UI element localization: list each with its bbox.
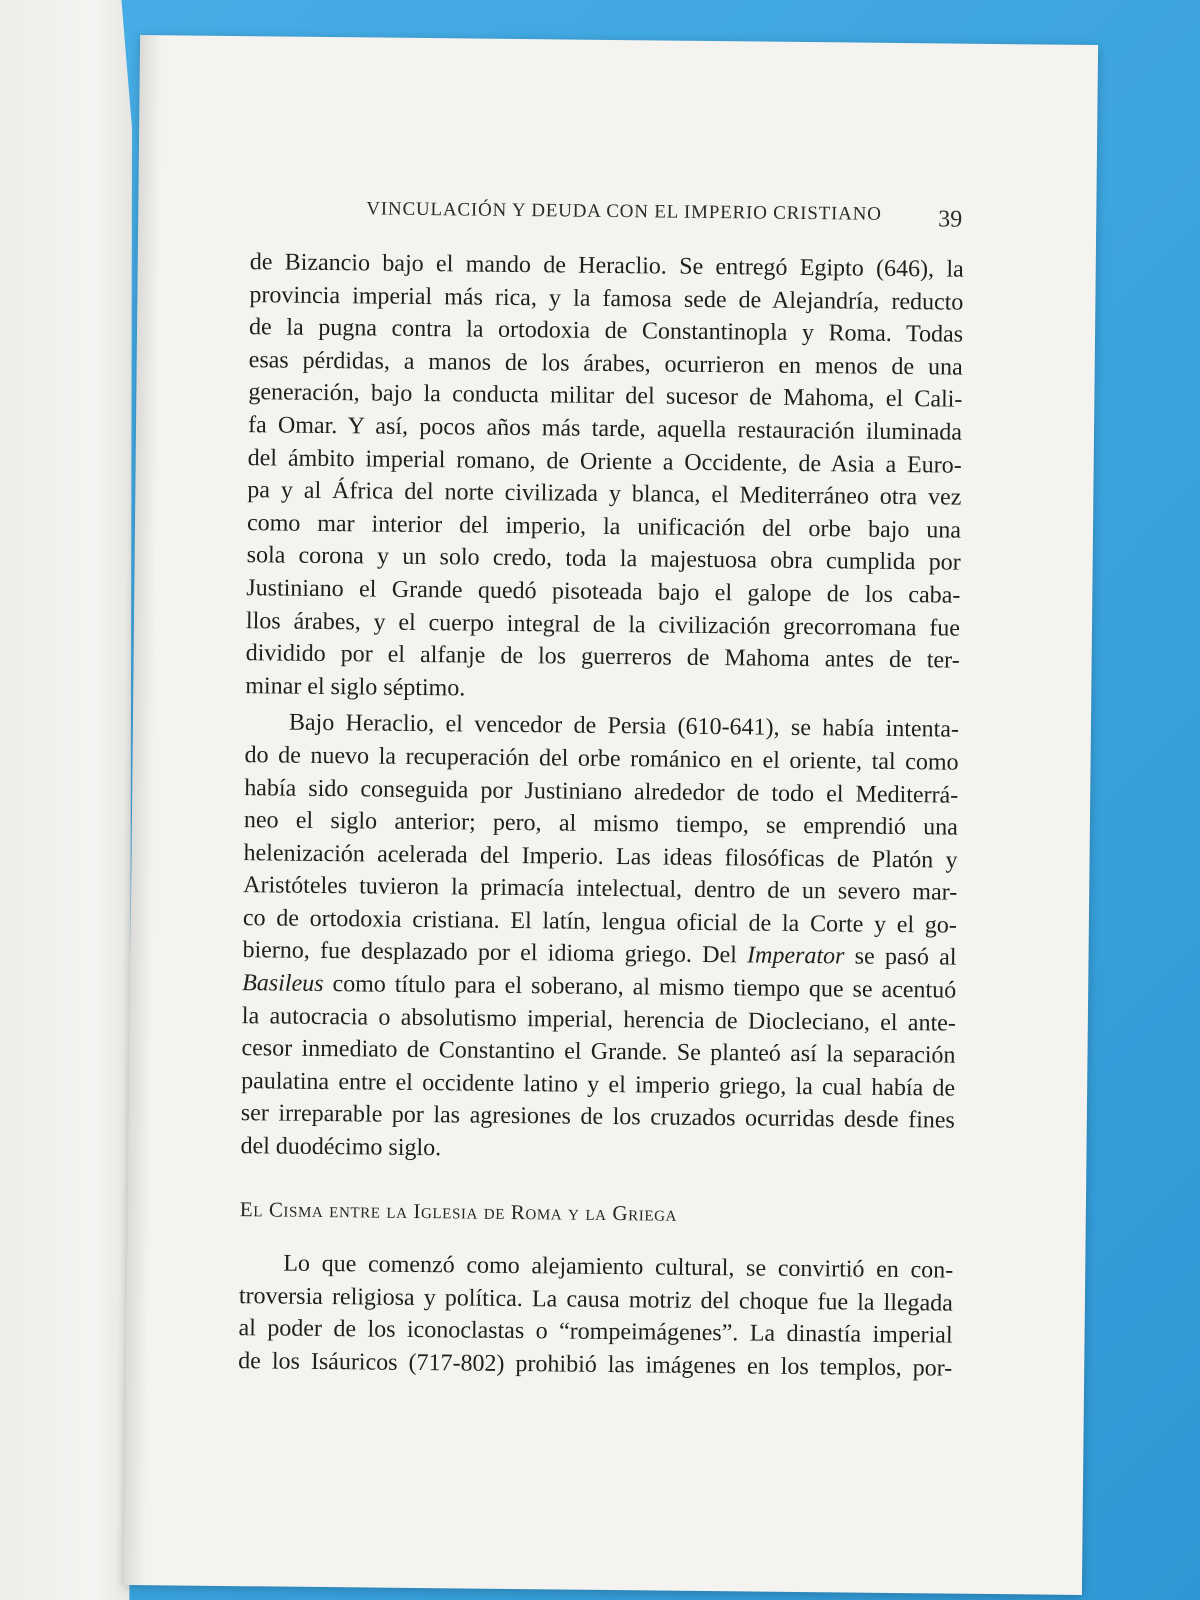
running-head: VINCULACIÓN Y DEUDA CON EL IMPERIO CRISTIANO [366, 198, 882, 225]
paragraph-2 [240, 706, 959, 1170]
book-page [124, 35, 1098, 1595]
text-line: provincia imperial más rica, y la famosa sede de Alejandría, reducto [249, 281, 964, 316]
text-line: la autocracia o absolutismo imperial, herencia de Diocleciano, el ante- [241, 1002, 956, 1037]
text-line: fa Omar. Y así, pocos años más tarde, aquella restauración iluminada [247, 412, 963, 446]
text-line: do de nuevo la recuperación del orbe románico en el oriente, tal como [244, 742, 959, 776]
text-line: generación, bajo la conducta militar del sucesor de Mahoma, el Cali- [248, 379, 963, 414]
text-line: cesor inmediato de Constantino el Grande. Se planteó así la separación [241, 1035, 956, 1069]
text-line: neo el siglo anterior; pero, al mismo tiempo, se emprendió una [243, 807, 959, 841]
text-line: del ámbito imperial romano, de Oriente a Occidente, de Asia a Euro- [247, 444, 962, 479]
text-line: troversia religiosa y política. La causa motriz del choque fue la llegada [238, 1282, 954, 1317]
text-run: se pasó al [844, 943, 957, 972]
text-run: bierno, fue desplazado por el idioma griego. Del [242, 937, 748, 969]
text-line: ser irreparable por las agresiones de los cruzados ocurridas desde fines [240, 1100, 955, 1135]
italic-term-basileus: Basileus [242, 970, 324, 998]
text-line: Bajo Heraclio, el vencedor de Persia (610-641), se había intenta- [288, 709, 960, 743]
text-run: como título para el soberano, al mismo tiempo que se acentuó [323, 971, 957, 1004]
text-line: había sido conseguida por Justiniano alrededor de todo el Mediterrá- [244, 774, 959, 809]
text-line: de los Isáuricos (717-802) prohibió las imágenes en los templos, por- [238, 1348, 953, 1382]
body-text [238, 246, 964, 1385]
text-line: llos árabes, y el cuerpo integral de la civilización grecorromana fue [245, 607, 961, 642]
italic-term-imperator: Imperator [746, 942, 845, 970]
text-line: co de ortodoxia cristiana. El latín, lengua oficial de la Corte y el go- [242, 905, 957, 939]
facing-page-edge [0, 0, 132, 1600]
text-line: sola corona y un solo credo, toda la majestuosa obra cumplida por [246, 542, 961, 576]
text-line: dividido por el alfanje de los guerreros de Mahoma antes de ter- [245, 640, 960, 674]
text-line: Justiniano el Grande quedó pisoteada bajo el galope de los caba- [246, 575, 961, 609]
text-line: paulatina entre el occidente latino y el imperio griego, la cual había de [241, 1067, 956, 1102]
text-line: del duodécimo siglo. [240, 1133, 442, 1162]
text-line: al poder de los iconoclastas o “rompeimágenes”. La dinastía imperial [238, 1315, 953, 1350]
text-line: pa y al África del norte civilizada y blanca, el Mediterráneo otra vez [247, 477, 962, 511]
paragraph-1 [245, 246, 964, 710]
text-line: como mar interior del imperio, la unificación del orbe bajo una [246, 509, 962, 544]
text-line: esas pérdidas, a manos de los árabes, ocurrieron en menos de una [248, 346, 963, 381]
text-line: minar el siglo séptimo. [245, 672, 466, 702]
text-line: Aristóteles tuvieron la primacía intelectual, dentro de un severo mar- [243, 872, 958, 906]
text-line: helenización acelerada del Imperio. Las ideas filosóficas de Platón y [243, 839, 958, 874]
page-number: 39 [938, 206, 963, 233]
text-line: de Bizancio bajo el mando de Heraclio. Se entregó Egipto (646), la [249, 249, 964, 283]
text-line: de la pugna contra la ortodoxia de Constantinopla y Roma. Todas [248, 314, 964, 348]
text-line: Lo que comenzó como alejamiento cultural, se convirtió en con- [283, 1250, 954, 1284]
section-heading: El Cisma entre la Iglesia de Roma y la Griega [239, 1196, 678, 1226]
paragraph-3 [238, 1247, 953, 1385]
